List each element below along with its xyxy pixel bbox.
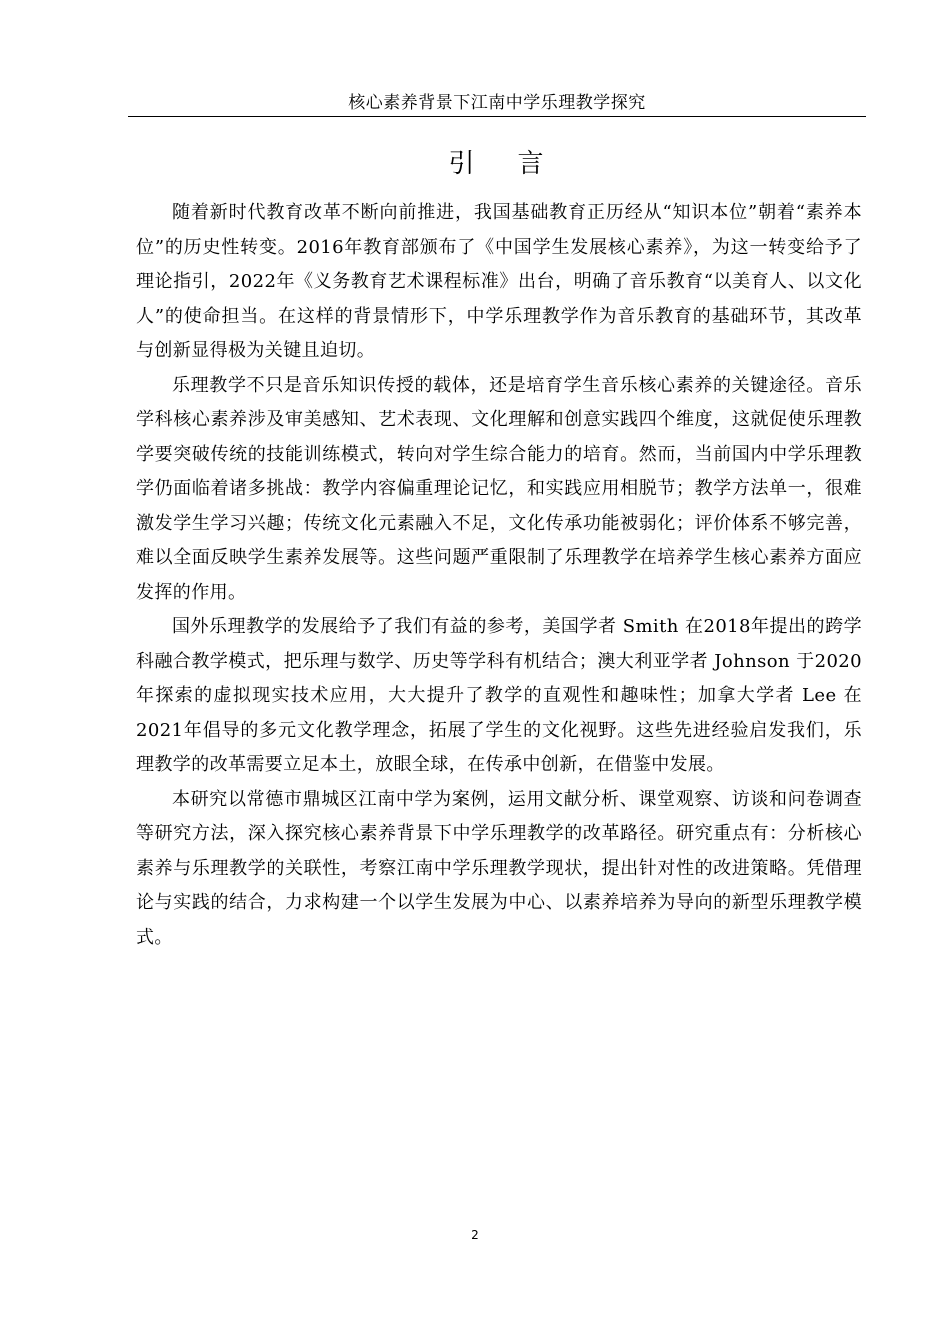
paragraph: 随着新时代教育改革不断向前推进，我国基础教育正历经从“知识本位”朝着“素养本位”的历史性转变。2016年教育部颁布了《中国学生发展核心素养》，为这一转变给予了理论指引，2022年《义务教育艺术课程标准》出台，明确了音乐教育“以美育人、以文化人”的使命担当。在这样的背景情形下，中学乐理教学作为音乐教育的基础环节，其改革与创新显得极为关键且迫切。	[136, 202, 862, 361]
page-number: 2	[471, 1228, 479, 1242]
section-title: 引 言	[448, 149, 546, 179]
page-header	[128, 92, 866, 117]
body-text	[136, 196, 862, 955]
paragraph: 本研究以常德市鼎城区江南中学为案例，运用文献分析、课堂观察、访谈和问卷调查等研究方法，深入探究核心素养背景下中学乐理教学的改革路径。研究重点有：分析核心素养与乐理教学的关联性，考察江南中学乐理教学现状，提出针对性的改进策略。凭借理论与实践的结合，力求构建一个以学生发展为中心、以素养培养为导向的新型乐理教学模式。	[136, 788, 862, 948]
header-title: 核心素养背景下江南中学乐理教学探究	[348, 93, 646, 113]
paragraph: 乐理教学不只是音乐知识传授的载体，还是培育学生音乐核心素养的关键途径。音乐学科核心素养涉及审美感知、艺术表现、文化理解和创意实践四个维度，这就促使乐理教学要突破传统的技能训练模式，转向对学生综合能力的培育。然而，当前国内中学乐理教学仍面临着诸多挑战：教学内容偏重理论记忆，和实践应用相脱节；教学方法单一，很难激发学生学习兴趣；传统文化元素融入不足，文化传承功能被弱化；评价体系不够完善，难以全面反映学生素养发展等。这些问题严重限制了乐理教学在培养学生核心素养方面应发挥的作用。	[136, 374, 862, 603]
paragraph: 国外乐理教学的发展给予了我们有益的参考，美国学者 Smith 在2018年提出的跨学科融合教学模式，把乐理与数学、历史等学科有机结合；澳大利亚学者 Johnson 于2020年探索的虚拟现实技术应用，大大提升了教学的直观性和趣味性；加拿大学者 Lee 在2021年倡导的多元文化教学理念，拓展了学生的文化视野。这些先进经验启发我们，乐理教学的改革需要立足本土，放眼全球，在传承中创新，在借鉴中发展。	[136, 616, 862, 775]
